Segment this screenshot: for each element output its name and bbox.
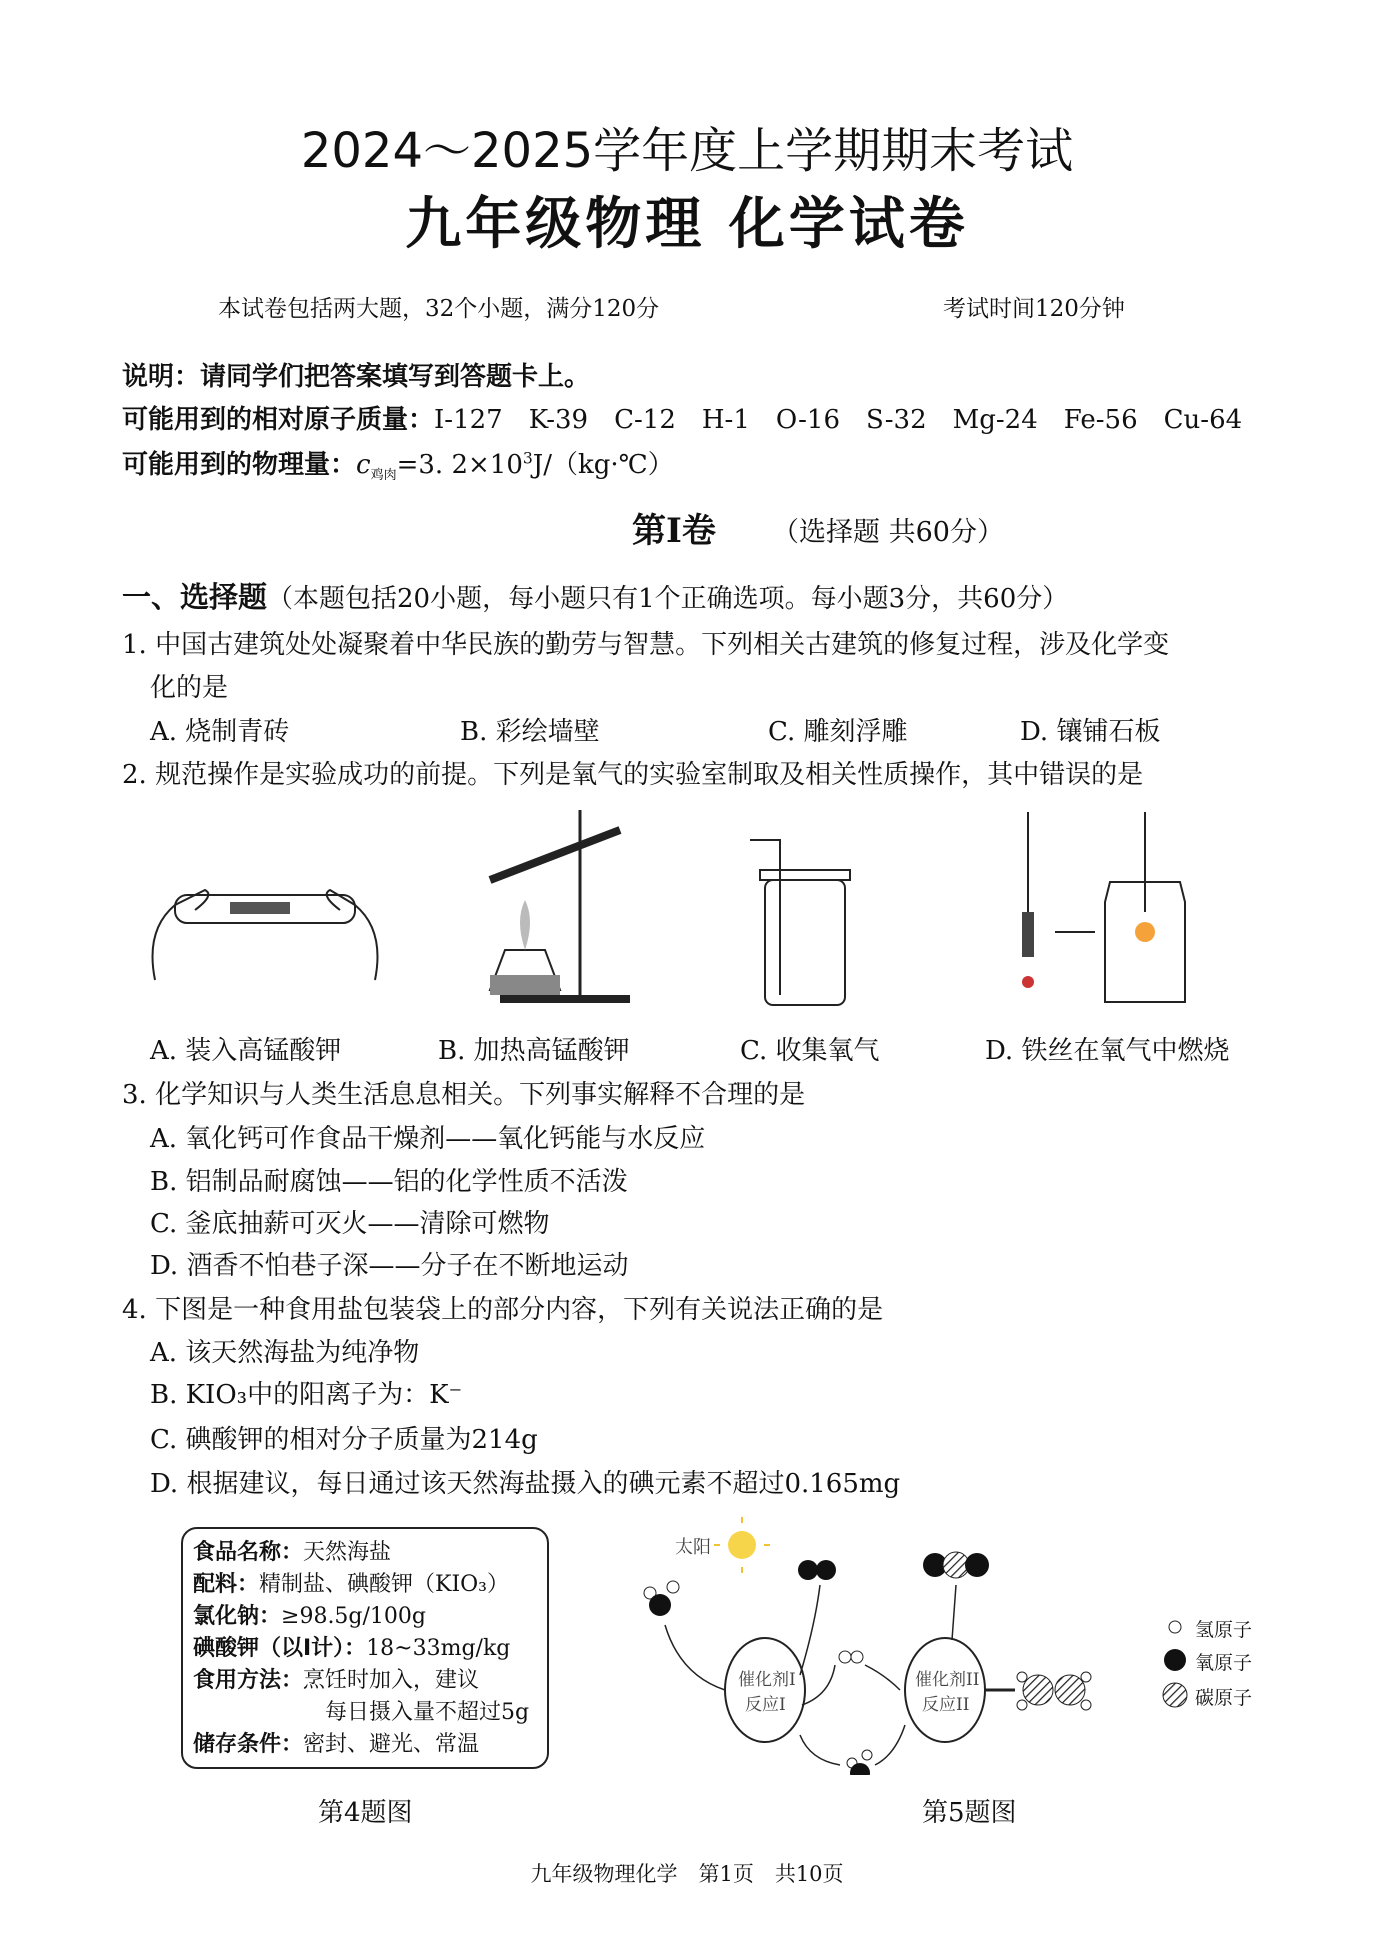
- c-exp: 3: [522, 449, 533, 468]
- q4-option-c: C. 碘酸钾的相对分子质量为214g: [150, 1425, 538, 1455]
- legend-oxygen: 氧原子: [1195, 1652, 1253, 1674]
- q3-option-c: C. 釜底抽薪可灭火——清除可燃物: [150, 1209, 550, 1239]
- part1-subtitle: （选择题 共60分）: [772, 517, 1004, 548]
- salt-label-box: [181, 1527, 549, 1769]
- q1-stem: 1. 中国古建筑处处凝聚着中华民族的勤劳与智慧。下列相关古建筑的修复过程，涉及化学变: [122, 630, 1170, 660]
- reaction2-label: 反应II: [922, 1695, 970, 1715]
- note-text: 请同学们把答案填写到答题卡上。: [200, 362, 591, 392]
- physics-constant: [122, 444, 674, 483]
- q3-option-d: D. 酒香不怕巷子深——分子在不断地运动: [150, 1251, 629, 1281]
- q2-image-d-iron-burning: [1010, 812, 1200, 1012]
- sun-label: 太阳: [675, 1537, 711, 1558]
- c-sub: 鸡肉: [370, 468, 397, 484]
- exam-time: 考试时间120分钟: [943, 296, 1125, 322]
- exam-composition: 本试卷包括两大题，32个小题，满分120分: [218, 296, 660, 322]
- reaction1-label: 反应I: [745, 1695, 786, 1715]
- q4-option-b: B. KIO₃中的阳离子为：K⁻: [150, 1380, 463, 1410]
- atomic-mass-label: 可能用到的相对原子质量：: [122, 405, 435, 435]
- label-row: [193, 1665, 537, 1697]
- label-value: 天然海盐: [303, 1540, 392, 1565]
- reaction-diagram-graphics: [630, 1515, 1270, 1775]
- q2-image-b-heating: [460, 800, 660, 1010]
- c-symbol: c: [356, 450, 371, 480]
- q1-option-c: C. 雕刻浮雕: [768, 717, 908, 747]
- q4-option-d: D. 根据建议，每日通过该天然海盐摄入的碘元素不超过0.165mg: [150, 1469, 901, 1499]
- c-value: =3. 2×10: [396, 450, 523, 480]
- legend-carbon: 碳原子: [1195, 1687, 1253, 1709]
- label-value: ≥98.5g/100g: [281, 1604, 427, 1629]
- section1-title: 一、选择题: [122, 580, 268, 614]
- catalyst1-label: 催化剂I: [738, 1670, 796, 1690]
- q2-option-c: C. 收集氧气: [740, 1036, 880, 1066]
- label-key: 配料：: [193, 1572, 260, 1597]
- q2-image-c-collect-oxygen: [735, 830, 865, 1010]
- atomic-mass-values: I-127 K-39 C-12 H-1 O-16 S-32 Mg-24 Fe-56 Cu-64: [434, 405, 1243, 435]
- label-row: [193, 1729, 537, 1761]
- label-row: [193, 1697, 537, 1729]
- c-unit: J/（kg·℃）: [532, 450, 674, 480]
- label-row: [193, 1537, 537, 1569]
- section1-desc: （本题包括20小题，每小题只有1个正确选项。每小题3分，共60分）: [267, 584, 1069, 614]
- label-value: 密封、避光、常温: [303, 1732, 480, 1757]
- q2-option-a: A. 装入高锰酸钾: [150, 1036, 342, 1066]
- exam-title: 2024～2025学年度上学期期末考试: [300, 123, 1074, 179]
- q4-option-a: A. 该天然海盐为纯净物: [150, 1338, 420, 1368]
- exam-subtitle: 九年级物理 化学试卷: [405, 192, 969, 257]
- label-value: 烹饪时加入，建议: [303, 1668, 480, 1693]
- q2-stem: 2. 规范操作是实验成功的前提。下列是氧气的实验室制取及相关性质操作，其中错误的是: [122, 760, 1144, 790]
- q2-option-b: B. 加热高锰酸钾: [438, 1036, 630, 1066]
- catalyst2-label: 催化剂II: [915, 1670, 980, 1690]
- page-footer: 九年级物理化学 第1页 共10页: [530, 1862, 844, 1886]
- q1-stem-cont: 化的是: [150, 673, 229, 703]
- legend-hydrogen: 氢原子: [1195, 1619, 1253, 1641]
- q1-option-d: D. 镶铺石板: [1020, 717, 1161, 747]
- section1-heading: [122, 575, 1068, 616]
- q1-option-a: A. 烧制青砖: [150, 717, 290, 747]
- label-row: [193, 1633, 537, 1665]
- q3-stem: 3. 化学知识与人类生活息息相关。下列事实解释不合理的是: [122, 1080, 806, 1110]
- label-key: 食品名称：: [193, 1540, 304, 1565]
- atomic-mass: [122, 399, 1242, 436]
- label-row: [193, 1601, 537, 1633]
- label-key: 储存条件：: [193, 1732, 304, 1757]
- part1-title: 第Ⅰ卷: [632, 511, 716, 551]
- label-value: 每日摄入量不超过5g: [325, 1700, 530, 1725]
- physics-label: 可能用到的物理量：: [122, 450, 357, 480]
- q1-option-b: B. 彩绘墙壁: [460, 717, 600, 747]
- note: [122, 356, 590, 393]
- label-row: [193, 1569, 537, 1601]
- q2-option-d: D. 铁丝在氧气中燃烧: [985, 1036, 1230, 1066]
- label-value: 精制盐、碘酸钾（KIO₃）: [259, 1572, 509, 1597]
- label-key: 食用方法：: [193, 1668, 304, 1693]
- q3-option-b: B. 铝制品耐腐蚀——铝的化学性质不活泼: [150, 1167, 628, 1197]
- fig5-caption: 第5题图: [922, 1798, 1017, 1828]
- q4-stem: 4. 下图是一种食用盐包装袋上的部分内容，下列有关说法正确的是: [122, 1295, 884, 1325]
- fig4-caption: 第4题图: [318, 1798, 413, 1828]
- label-value: 18~33mg/kg: [366, 1636, 511, 1661]
- q2-image-a-loading-test-tube: [135, 850, 395, 990]
- label-key: 碘酸钾（以I计）：: [193, 1636, 367, 1661]
- note-label: 说明：: [122, 362, 201, 392]
- label-key: 氯化钠：: [193, 1604, 282, 1629]
- reaction-diagram: [630, 1515, 1270, 1775]
- q3-option-a: A. 氧化钙可作食品干燥剂——氧化钙能与水反应: [150, 1124, 706, 1154]
